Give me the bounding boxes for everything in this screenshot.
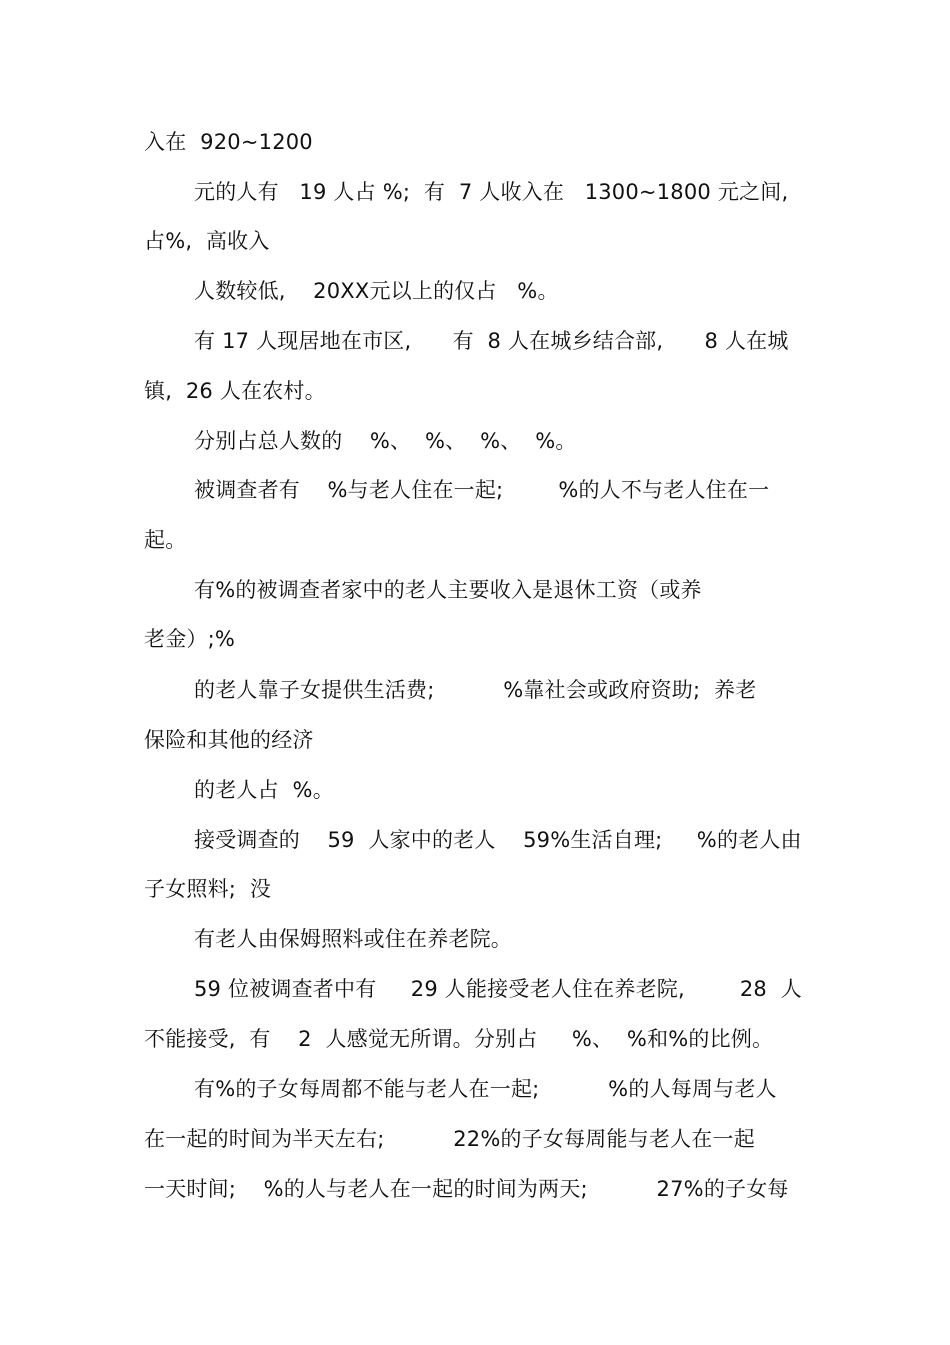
text-line: 有老人由保姆照料或住在养老院。 (194, 927, 512, 951)
text-line: 不能接受, 有 2 人感觉无所谓。分别占 %、 %和%的比例。 (144, 1027, 774, 1051)
text-line: 人数较低, 20XX元以上的仅占 %。 (194, 279, 559, 303)
text-line: 保险和其他的经济 (144, 728, 314, 752)
text-line: 59 位被调查者中有 29 人能接受老人住在养老院, 28 人 (194, 977, 802, 1001)
text-line: 起。 (144, 528, 187, 552)
text-line: 有 17 人现居地在市区, 有 8 人在城乡结合部, 8 人在城 (194, 329, 789, 353)
text-line: 入在 920~1200 (144, 130, 313, 154)
text-line: 一天时间; %的人与老人在一起的时间为两天; 27%的子女每 (144, 1177, 789, 1201)
text-line: 在一起的时间为半天左右; 22%的子女每周能与老人在一起 (144, 1127, 755, 1151)
text-line: 被调查者有 %与老人住在一起; %的人不与老人住在一 (194, 478, 770, 502)
text-line: 有%的被调查者家中的老人主要收入是退休工资（或养 (194, 578, 702, 602)
text-line: 子女照料; 没 (144, 877, 272, 901)
text-line: 老金）;% (144, 627, 236, 651)
text-line: 有%的子女每周都不能与老人在一起; %的人每周与老人 (194, 1077, 777, 1101)
text-line: 接受调查的 59 人家中的老人 59%生活自理; %的老人由 (194, 828, 802, 852)
text-line: 镇, 26 人在农村。 (144, 379, 326, 403)
text-line: 占%, 高收入 (144, 229, 270, 253)
text-line: 的老人占 %。 (194, 778, 334, 802)
text-line: 分别占总人数的 %、 %、 %、 %。 (194, 429, 577, 453)
text-line: 元的人有 19 人占 %; 有 7 人收入在 1300~1800 元之间, (194, 180, 789, 204)
text-line: 的老人靠子女提供生活费; %靠社会或政府资助; 养老 (194, 678, 757, 702)
